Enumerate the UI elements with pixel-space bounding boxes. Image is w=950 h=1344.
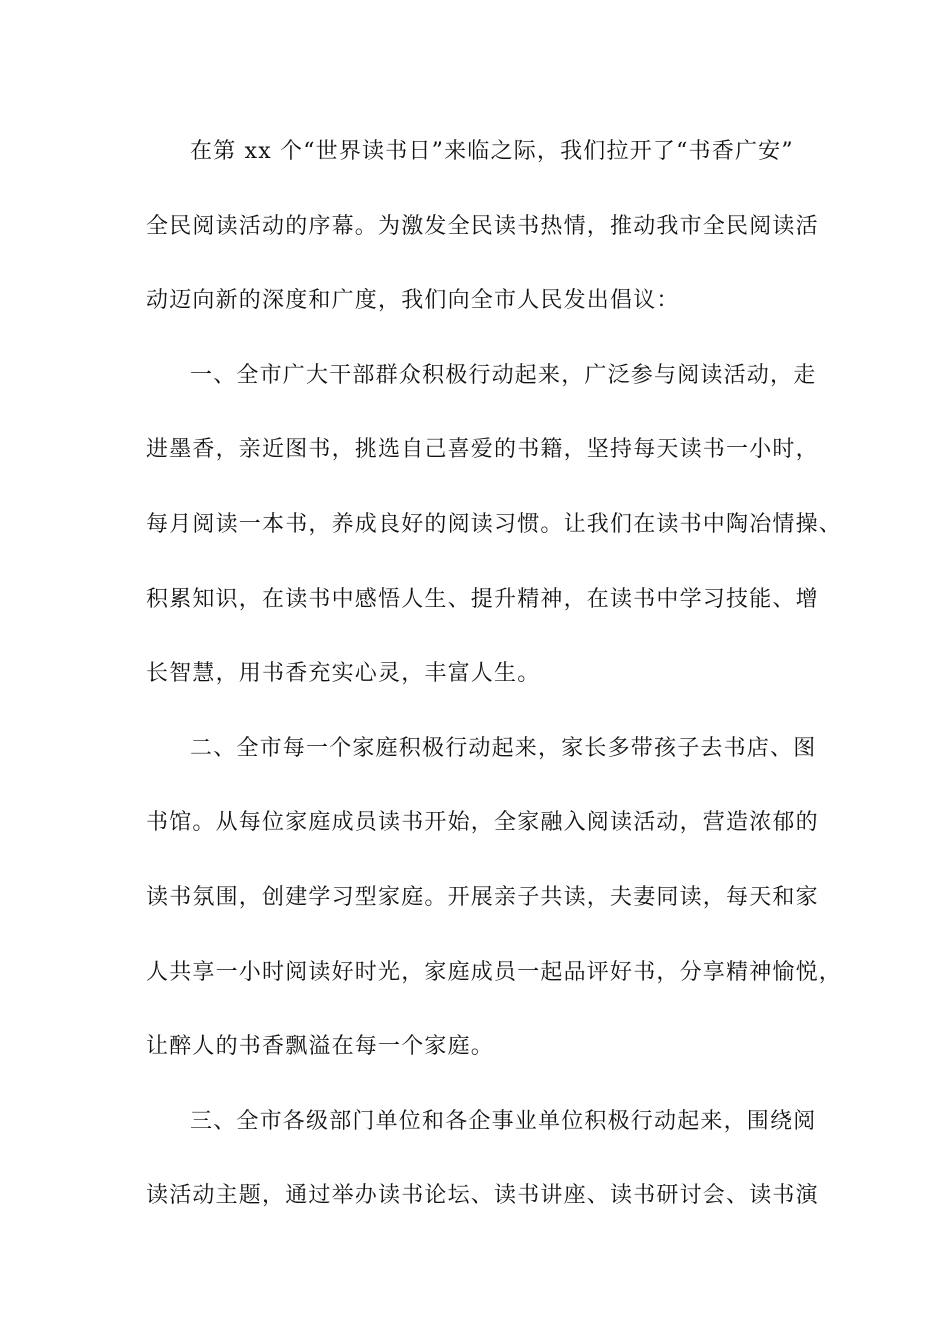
paragraph-1-line-3: 动迈向新的深度和广度，我们向全市人民发出倡议： (146, 288, 680, 314)
paragraph-2-line-1: 一、全市广大干部群众积极行动起来，广泛参与阅读活动，走 (190, 362, 817, 388)
paragraph-2-line-2: 进墨香，亲近图书，挑选自己喜爱的书籍，坚持每天读书一小时， (146, 437, 819, 463)
paragraph-2-line-5: 长智慧，用书香充实心灵，丰富人生。 (146, 661, 541, 687)
paragraph-4-line-2: 读活动主题，通过举办读书论坛、读书讲座、读书研讨会、读书演 (146, 1183, 819, 1209)
paragraph-3-line-1: 二、全市每一个家庭积极行动起来，家长多带孩子去书店、图 (190, 735, 817, 761)
document-body (146, 132, 843, 1251)
paragraph-3-line-4: 人共享一小时阅读好时光，家庭成员一起品评好书，分享精神愉悦， (146, 959, 843, 985)
paragraph-3-line-5: 让醉人的书香飘溢在每一个家庭。 (146, 1034, 495, 1060)
paragraph-3-line-3: 读书氛围，创建学习型家庭。开展亲子共读，夫妻同读，每天和家 (146, 884, 819, 910)
paragraph-1-line-1: 在第 xx 个“世界读书日”来临之际，我们拉开了“书香广安” (190, 139, 794, 164)
paragraph-2-line-3: 每月阅读一本书，养成良好的阅读习惯。让我们在读书中陶冶情操、 (146, 511, 843, 537)
paragraph-4-line-1: 三、全市各级部门单位和各企事业单位积极行动起来，围绕阅 (190, 1108, 817, 1134)
paragraph-2-line-4: 积累知识，在读书中感悟人生、提升精神，在读书中学习技能、增 (146, 586, 819, 612)
paragraph-3-line-2: 书馆。从每位家庭成员读书开始，全家融入阅读活动，营造浓郁的 (146, 810, 819, 836)
paragraph-1-line-2: 全民阅读活动的序幕。为激发全民读书热情，推动我市全民阅读活 (146, 213, 819, 239)
